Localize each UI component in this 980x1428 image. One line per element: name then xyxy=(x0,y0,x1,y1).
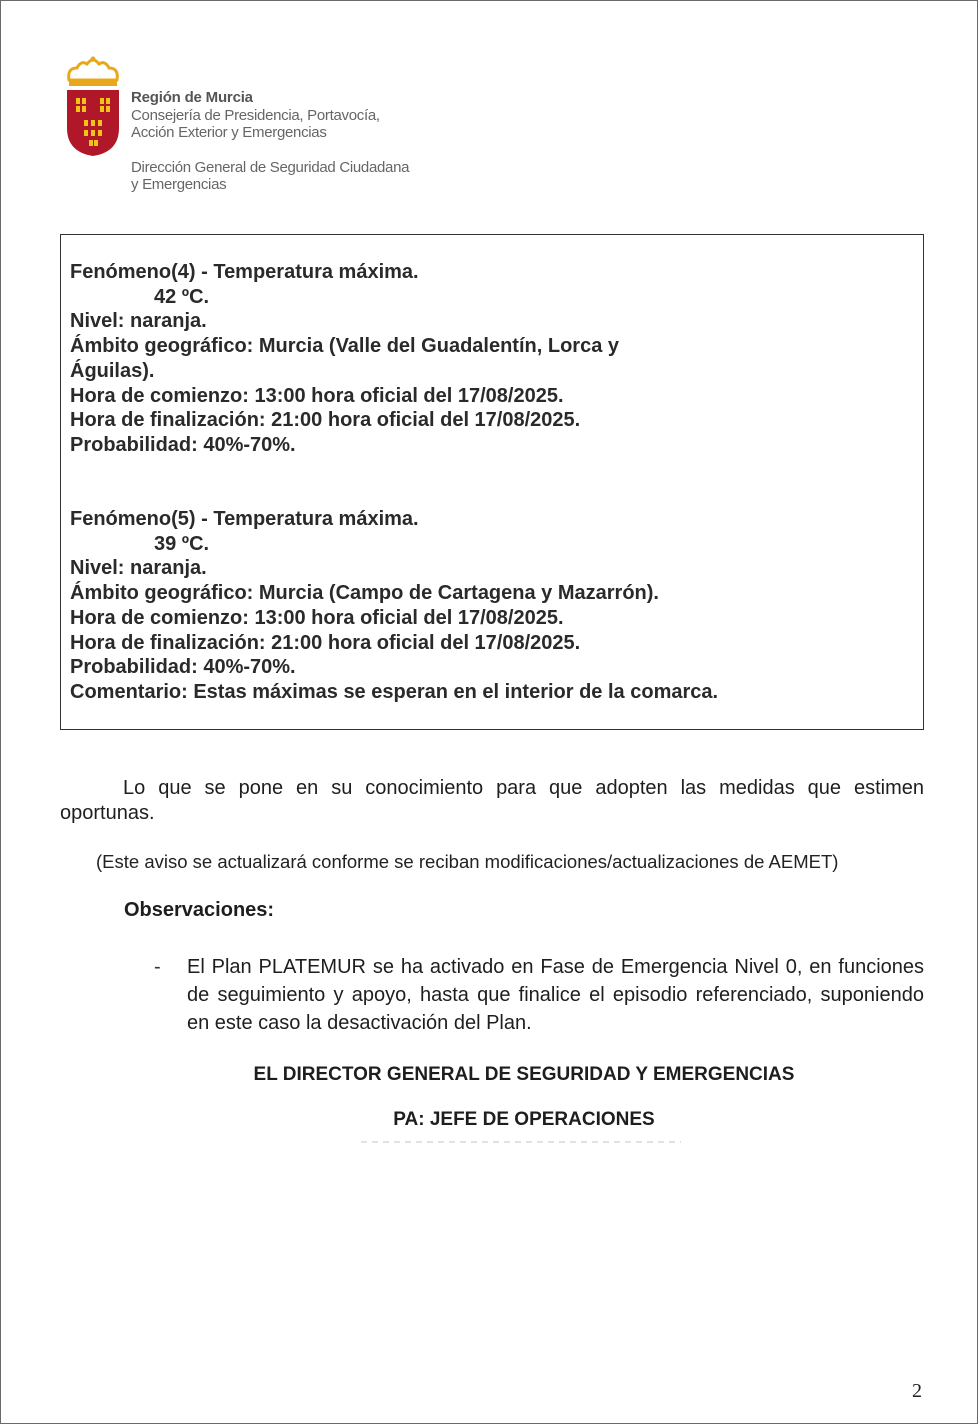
phenomenon-start: Hora de comienzo: 13:00 hora oficial del 17/08/2025. xyxy=(70,606,564,629)
phenomenon-title: Fenómeno(4) - Temperatura máxima. xyxy=(70,261,419,283)
murcia-coat-of-arms-icon xyxy=(63,56,123,160)
phenomenon-title: Fenómeno(5) - Temperatura máxima. xyxy=(70,508,419,530)
phenomenon-area-line-1: Ámbito geográfico: Murcia (Valle del Guadalentín, Lorca y xyxy=(70,335,619,358)
phenomenon-area-line-2: Águilas). xyxy=(70,359,155,382)
org-line-1: Consejería de Presidencia, Portavocía, xyxy=(131,107,380,124)
phenomenon-level: Nivel: naranja. xyxy=(70,310,207,333)
observations-title: Observaciones: xyxy=(124,899,275,921)
update-note: (Este aviso se actualizará conforme se reciban modificaciones/actualizaciones de AEMET) xyxy=(96,851,839,872)
phenomenon-value: 42 ºC. xyxy=(154,285,210,308)
phenomenon-5 xyxy=(70,507,718,705)
signature-title: EL DIRECTOR GENERAL DE SEGURIDAD Y EMERGENCIAS xyxy=(253,1064,795,1085)
observation-text: El Plan PLATEMUR se ha activado en Fase de Emergencia Nivel 0, en funciones de seguimiento y apoyo, hasta que finalice el episodio referenciado, suponiendo en este caso la desactivación del Plan. xyxy=(187,956,924,1034)
header-org-block xyxy=(131,89,409,193)
org-name: Región de Murcia xyxy=(131,89,253,106)
phenomenon-area: Ámbito geográfico: Murcia (Campo de Cartagena y Mazarrón). xyxy=(70,582,659,605)
phenomenon-end: Hora de finalización: 21:00 hora oficial del 17/08/2025. xyxy=(70,409,581,432)
dept-line-2: y Emergencias xyxy=(131,176,227,193)
phenomenon-end: Hora de finalización: 21:00 hora oficial del 17/08/2025. xyxy=(70,631,581,654)
phenomenon-probability: Probabilidad: 40%-70%. xyxy=(70,656,296,679)
phenomenon-comment: Comentario: Estas máximas se esperan en el interior de la comarca. xyxy=(70,680,719,703)
warning-box xyxy=(60,234,924,730)
signature-role: PA: JEFE DE OPERACIONES xyxy=(393,1109,655,1130)
notification-paragraph: Lo que se pone en su conocimiento para que adopten las medidas que estimen oportunas. xyxy=(60,777,924,824)
phenomenon-level: Nivel: naranja. xyxy=(70,557,207,580)
dept-line-1: Dirección General de Seguridad Ciudadana xyxy=(131,159,410,176)
faded-signature-line xyxy=(361,1139,681,1145)
phenomenon-4 xyxy=(70,260,619,458)
phenomenon-probability: Probabilidad: 40%-70%. xyxy=(70,433,296,456)
org-line-2: Acción Exterior y Emergencias xyxy=(131,124,327,141)
page-number: 2 xyxy=(912,1380,922,1402)
phenomenon-start: Hora de comienzo: 13:00 hora oficial del 17/08/2025. xyxy=(70,384,564,407)
phenomenon-value: 39 ºC. xyxy=(154,532,210,555)
observation-bullet: - xyxy=(154,956,161,978)
